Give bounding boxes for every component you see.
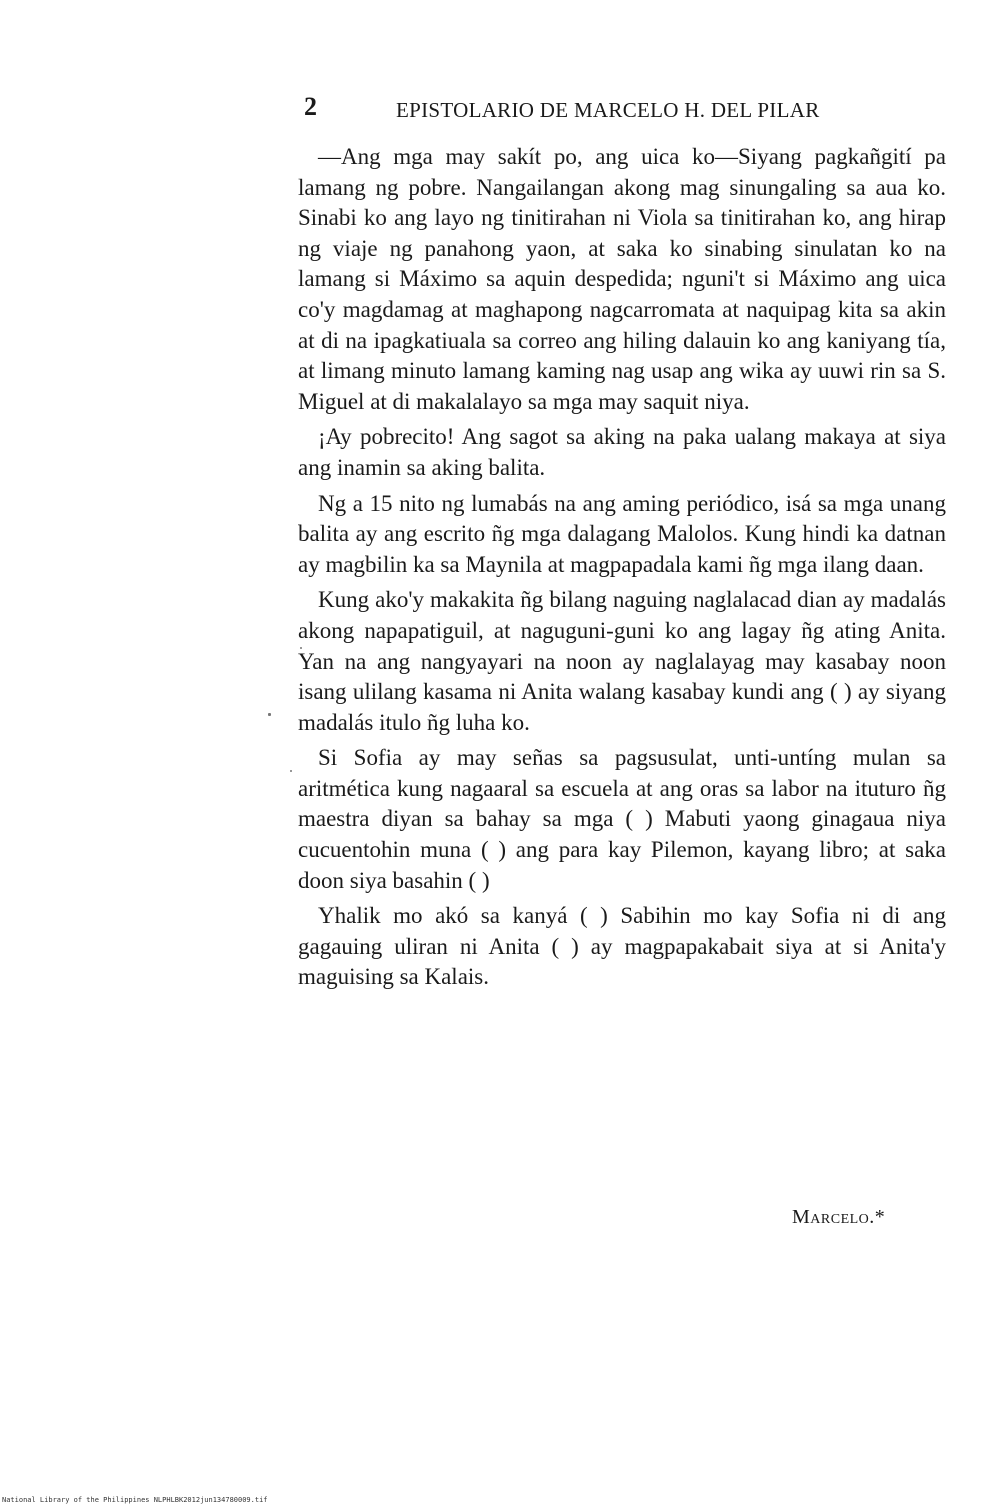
signature: Marcelo.* bbox=[792, 1206, 886, 1228]
scan-footer: National Library of the Philippines NLPHLBK2012jun134780009.tif bbox=[2, 1496, 268, 1504]
paragraph-3 bbox=[298, 489, 946, 581]
scan-speck bbox=[268, 713, 271, 716]
paragraph-text: —Ang mga may sakít po, ang uica ko—Siyang pagkañgití pa lamang ng pobre. Nangailangan akong mag sinungaling sa aua ko. Sinabi ko ang layo ng tinitirahan ni Viola sa tinitirahan ko, ang hirap ng viaje ng panahong yaon, at saka ko sinabing sinulatan ko na lamang si Máximo sa aquin despedida; nguni't si Máximo ang uica co'y magdamag at maghapong nagcarromata at naquipag kita sa akin at di na ipagkatiuala sa correo ang hiling dalauin ko ang kaniyang tía, at limang minuto lamang kaming nag usap ang wika ay uuwi rin sa S. Miguel at di makalalayo sa mga may saquit niya. bbox=[298, 144, 946, 414]
scan-speck bbox=[290, 770, 292, 772]
page-number: 2 bbox=[304, 92, 317, 121]
running-head: EPISTOLARIO DE MARCELO H. DEL PILAR bbox=[396, 98, 820, 122]
paragraph-5 bbox=[298, 743, 946, 896]
paragraph-6 bbox=[298, 901, 946, 993]
paragraph-2 bbox=[298, 422, 946, 483]
letter-body bbox=[298, 142, 946, 998]
paragraph-text: Ng a 15 nito ng lumabás na ang aming periódico, isá sa mga unang balita ay ang escrito ñg mga dalagang Malolos. Kung hindi ka datnan ay magbilin ka sa Maynila at magpapadala kami ñg mga ilang daan. bbox=[298, 490, 946, 577]
paragraph-1 bbox=[298, 142, 946, 417]
paragraph-text: Kung ako'y makakita ñg bilang naguing naglalacad dian ay madalás akong napapatiguil, at naguguni-guni ko ang lagay ñg ating Anita. Yan na ang nangyayari na noon ay naglalayag may kasabay noon isang ulilang kasama ni Anita walang kasabay kundi ang ( ) ay siyang madalás itulo ñg luha ko. bbox=[298, 587, 946, 735]
paragraph-text: Si Sofia ay may señas sa pagsusulat, unti-untíng mulan sa aritmética kung nagaaral sa escuela at ang oras sa labor na ituturo ñg maestra diyan sa bahay sa mga ( ) Mabuti yaong ginagaua niya cucuentohin muna ( ) ang para kay Pilemon, kayang libro; at saka doon siya basahin ( ) bbox=[298, 745, 946, 893]
page-header bbox=[298, 88, 878, 124]
paragraph-4 bbox=[298, 585, 946, 738]
scan-speck bbox=[300, 647, 302, 649]
paragraph-text: ¡Ay pobrecito! Ang sagot sa aking na paka ualang makaya at siya ang inamin sa aking balita. bbox=[298, 424, 946, 480]
paragraph-text: Yhalik mo akó sa kanyá ( ) Sabihin mo kay Sofia ni di ang gagauing uliran ni Anita ( ) ay magpapakabait siya at si Anita'y maguising sa Kalais. bbox=[298, 903, 946, 990]
